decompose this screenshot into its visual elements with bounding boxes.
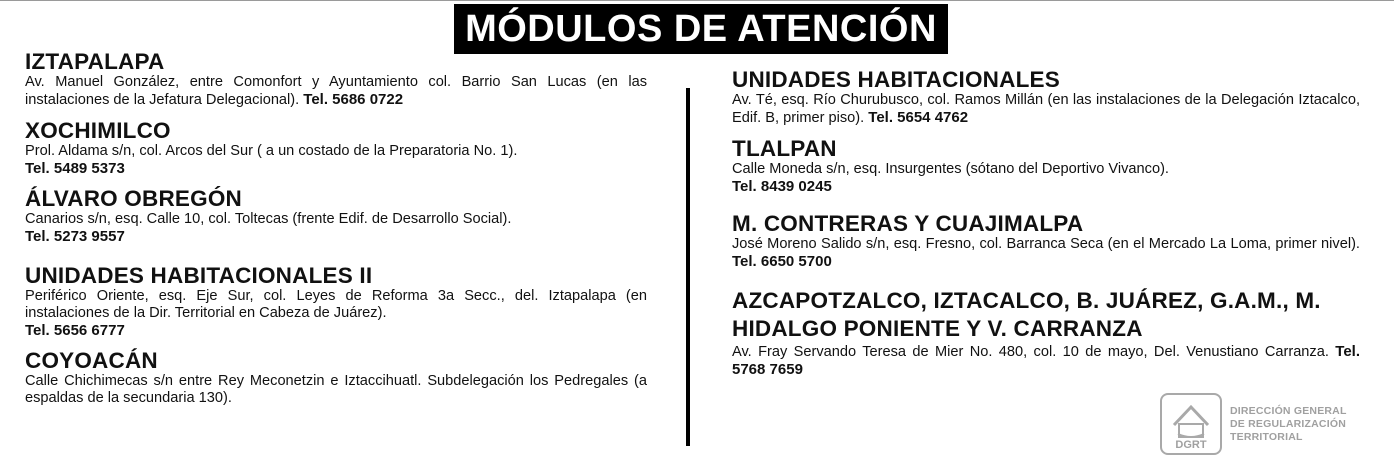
office-address [25, 74, 647, 109]
phone-number: Tel. 5489 5373 [25, 160, 125, 177]
office-azcapotzalco-group [732, 287, 1360, 379]
office-name: AZCAPOTZALCO, IZTACALCO, B. JUÁREZ, G.A.M., M. HIDALGO PONIENTE Y V. CARRANZA [732, 288, 1321, 341]
address-text: Canarios s/n, esq. Calle 10, col. Toltecas (frente Edif. de Desarrollo Social). [25, 211, 512, 227]
office-address [25, 211, 647, 245]
phone-number: Tel. 5768 7659 [732, 343, 1360, 378]
office-address [25, 143, 647, 177]
office-address [732, 92, 1360, 127]
phone-number: Tel. 5686 0722 [303, 91, 404, 108]
address-text: Periférico Oriente, esq. Eje Sur, col. Leyes de Reforma 3a Secc., del. Iztapalapa (en instalaciones de la Dir. Territorial en Cabeza de Juárez). [25, 288, 647, 321]
office-alvaro-obregon [25, 187, 647, 245]
page-title: MÓDULOS DE ATENCIÓN [454, 4, 948, 54]
address-text: Av. Té, esq. Río Churubusco, col. Ramos Millán (en las instalaciones de la Delegación Iztacalco, Edif. B, primer piso). [732, 92, 1360, 126]
left-column [25, 50, 647, 407]
office-name: UNIDADES HABITACIONALES II [25, 263, 373, 288]
office-name: ÁLVARO OBREGÓN [25, 186, 242, 211]
office-name: IZTAPALAPA [25, 49, 165, 74]
office-name: COYOACÁN [25, 348, 158, 373]
dgrt-logo [1160, 393, 1360, 459]
office-xochimilco [25, 119, 647, 177]
dgrt-emblem [1160, 393, 1222, 455]
address-text: Calle Chichimecas s/n entre Rey Meconetzin e Iztaccihuatl. Subdelegación los Pedregales (a espaldas de la secundaria 130). [25, 373, 647, 406]
office-unidades-habitacionales-ii [25, 264, 647, 339]
phone-number: Tel. 8439 0245 [732, 178, 832, 195]
house-hand-icon [1162, 395, 1220, 453]
top-border-line [0, 0, 1394, 1]
office-address [732, 236, 1360, 271]
right-column [732, 68, 1360, 379]
phone-number: Tel. 5656 6777 [25, 322, 125, 339]
office-address [732, 343, 1360, 379]
office-address [25, 373, 647, 407]
office-m-contreras-cuajimalpa [732, 212, 1360, 271]
phone-number: Tel. 6650 5700 [732, 253, 832, 270]
office-name: TLALPAN [732, 136, 837, 161]
office-iztapalapa [25, 50, 647, 109]
office-address [732, 161, 1360, 195]
logo-caption [1230, 405, 1347, 444]
office-name: XOCHIMILCO [25, 118, 171, 143]
logo-line: DIRECCIÓN GENERAL [1230, 405, 1347, 417]
phone-number: Tel. 5654 4762 [868, 109, 969, 126]
office-name: UNIDADES HABITACIONALES [732, 67, 1060, 92]
office-name: M. CONTRERAS Y CUAJIMALPA [732, 211, 1084, 236]
column-divider [686, 88, 690, 446]
address-text: Prol. Aldama s/n, col. Arcos del Sur ( a un costado de la Preparatoria No. 1). [25, 143, 518, 159]
logo-line: DE REGULARIZACIÓN [1230, 418, 1346, 430]
address-text: Calle Moneda s/n, esq. Insurgentes (sótano del Deportivo Vivanco). [732, 161, 1169, 177]
office-address [25, 288, 647, 339]
office-coyoacan [25, 349, 647, 407]
logo-line: TERRITORIAL [1230, 431, 1303, 443]
office-tlalpan [732, 137, 1360, 195]
address-text: José Moreno Salido s/n, esq. Fresno, col. Barranca Seca (en el Mercado La Loma, primer nivel). [732, 236, 1360, 252]
address-text: Av. Manuel González, entre Comonfort y Ayuntamiento col. Barrio San Lucas (en las instalaciones de la Jefatura Delegacional). [25, 74, 647, 108]
address-text: Av. Fray Servando Teresa de Mier No. 480, col. 10 de mayo, Del. Venustiano Carranza. [732, 344, 1329, 360]
phone-number: Tel. 5273 9557 [25, 228, 125, 245]
office-unidades-habitacionales [732, 68, 1360, 127]
logo-acronym: DGRT [1175, 439, 1207, 451]
